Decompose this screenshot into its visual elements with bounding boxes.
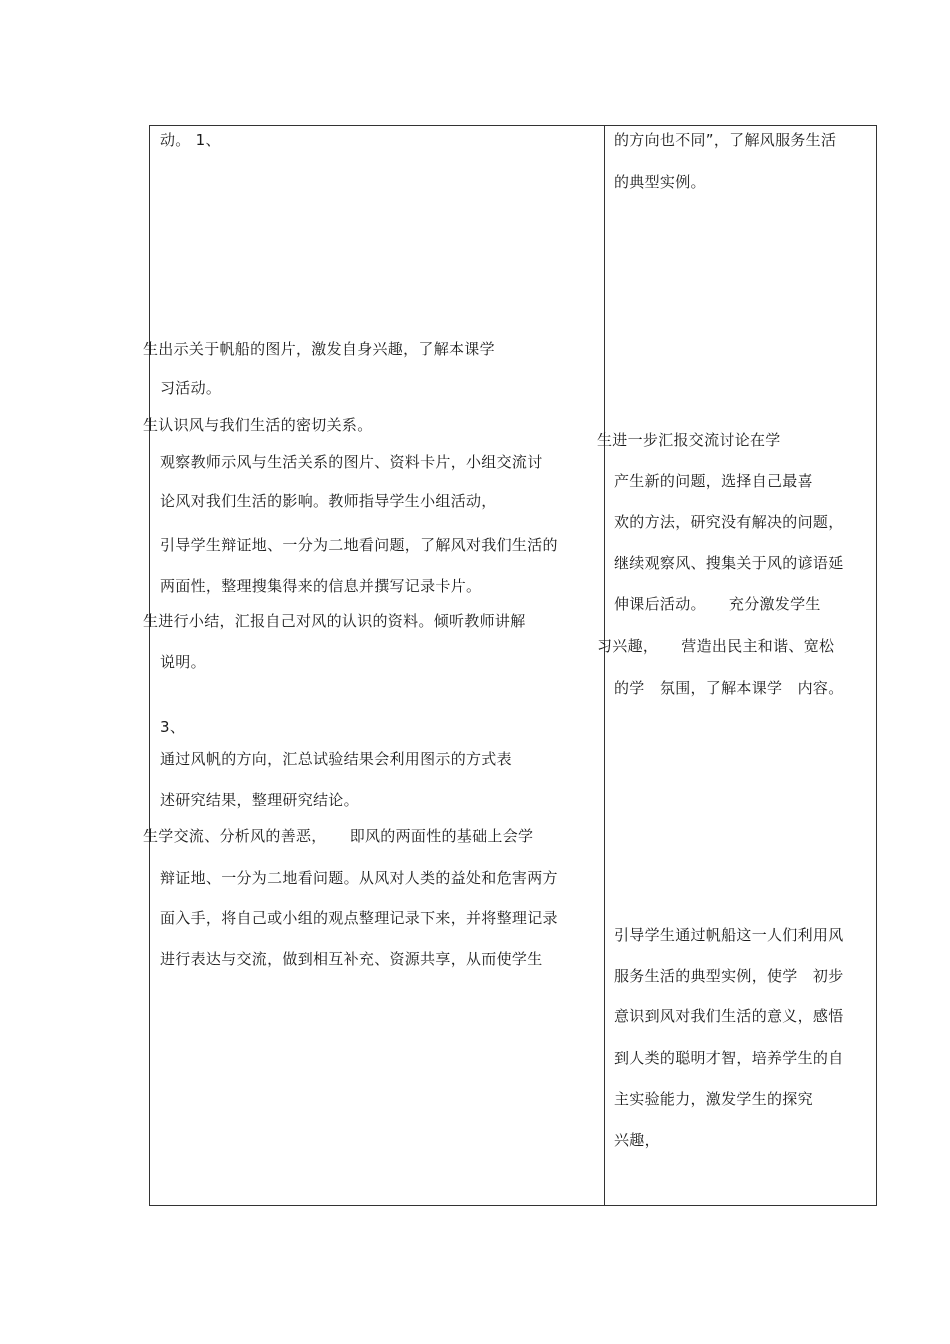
right-line-13: 到人类的聪明才智，培养学生的自 (614, 1049, 844, 1067)
left-line-2: 生出示关于帆船的图片，激发自身兴趣，了解本课学 (143, 340, 495, 358)
right-line-2: 的典型实例。 (614, 173, 706, 191)
right-line-8: 习兴趣， 营造出民主和谐、宽松 (597, 637, 835, 655)
right-line-12: 意识到风对我们生活的意义，感悟 (614, 1007, 844, 1025)
left-line-7: 引导学生辩证地、一分为二地看问题，了解风对我们生活的 (160, 536, 558, 554)
lesson-table (149, 125, 877, 1206)
left-line-12: 通过风帆的方向，汇总试验结果会利用图示的方式表 (160, 750, 512, 768)
left-line-13: 述研究结果，整理研究结论。 (160, 791, 359, 809)
left-line-9: 生进行小结，汇报自己对风的认识的资料。倾听教师讲解 (143, 612, 526, 630)
right-line-6: 继续观察风、搜集关于风的谚语延 (614, 554, 844, 572)
left-line-4: 生认识风与我们生活的密切关系。 (143, 416, 373, 434)
right-line-11: 服务生活的典型实例，使学 初步 (614, 967, 844, 985)
left-line-16: 面入手，将自己或小组的观点整理记录下来，并将整理记录 (160, 909, 558, 927)
right-line-15: 兴趣， (614, 1131, 660, 1149)
left-line-5: 观察教师示风与生活关系的图片、资料卡片，小组交流讨 (160, 453, 543, 471)
left-line-3: 习活动。 (160, 379, 222, 397)
left-line-8: 两面性，整理搜集得来的信息并撰写记录卡片。 (160, 577, 482, 595)
left-line-11: 3、 (160, 718, 186, 736)
right-line-9: 的学 氛围，了解本课学 内容。 (614, 679, 844, 697)
right-line-5: 欢的方法，研究没有解决的问题， (614, 513, 844, 531)
right-line-4: 产生新的问题，选择自己最喜 (614, 472, 813, 490)
left-line-6: 论风对我们生活的影响。教师指导学生小组活动， (160, 492, 497, 510)
right-line-3: 生进一步汇报交流讨论在学 (597, 431, 781, 449)
left-line-10: 说明。 (160, 653, 206, 671)
left-line-15: 辩证地、一分为二地看问题。从风对人类的益处和危害两方 (160, 869, 558, 887)
right-line-1: 的方向也不同”，了解风服务生活 (614, 131, 837, 149)
right-line-7: 伸课后活动。 充分激发学生 (614, 595, 821, 613)
right-line-10: 引导学生通过帆船这一人们利用风 (614, 926, 844, 944)
left-line-14: 生学交流、分析风的善恶， 即风的两面性的基础上会学 (143, 827, 534, 845)
left-line-17: 进行表达与交流，做到相互补充、资源共享，从而使学生 (160, 950, 543, 968)
right-line-14: 主实验能力，激发学生的探究 (614, 1090, 813, 1108)
column-divider (604, 125, 605, 1206)
left-line-1: 动。 1、 (160, 131, 221, 149)
